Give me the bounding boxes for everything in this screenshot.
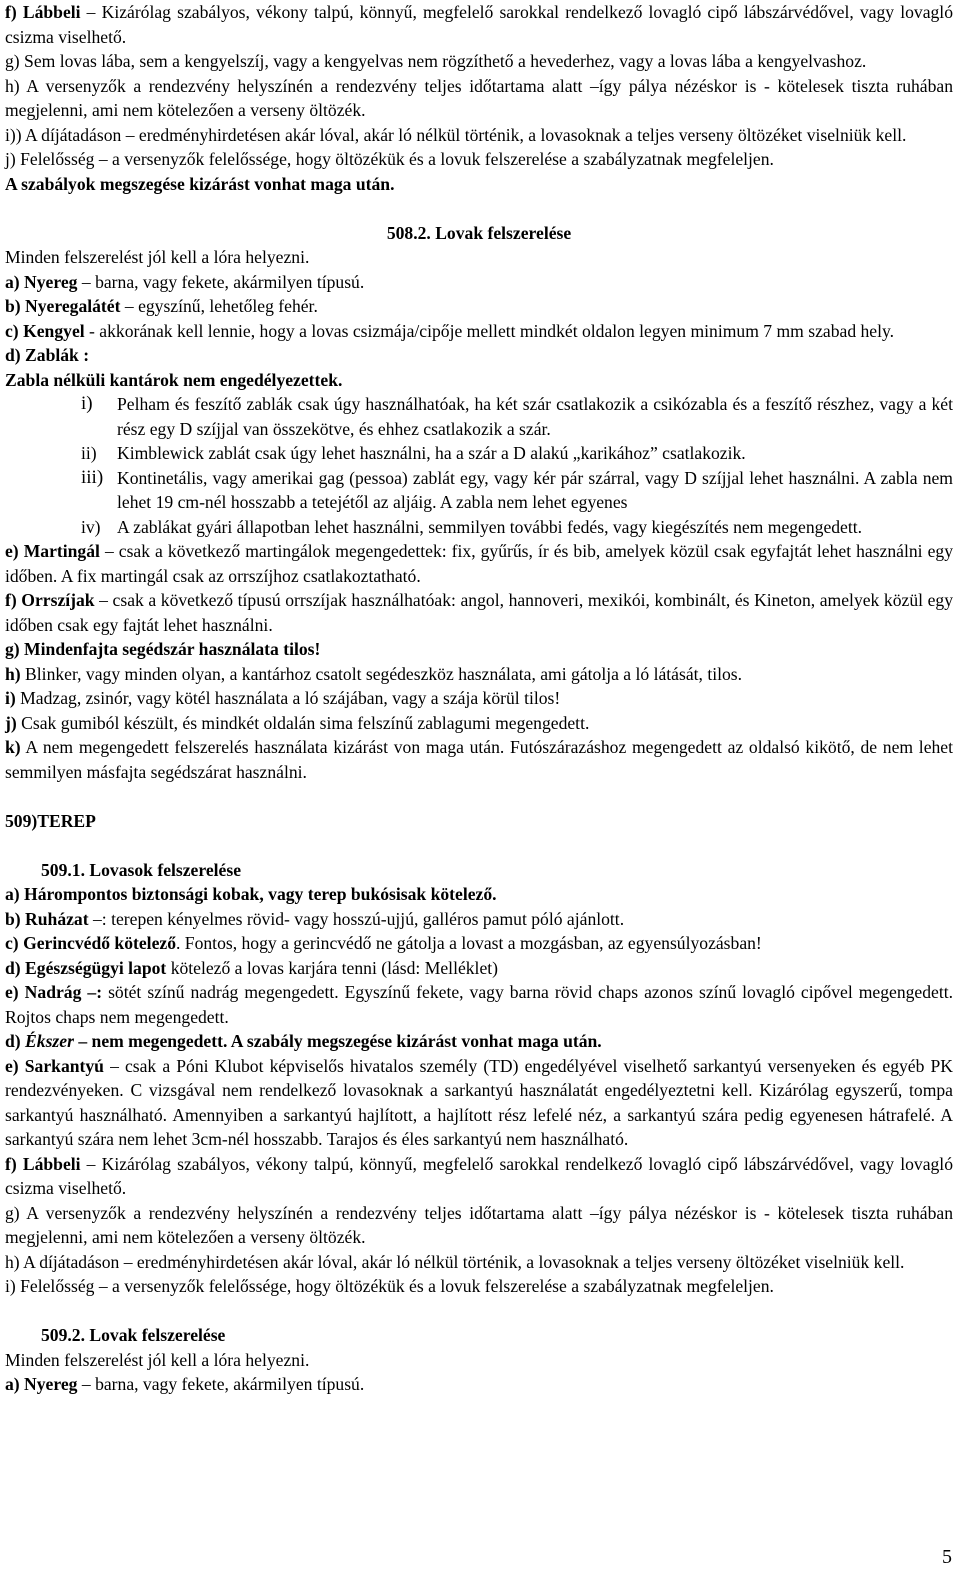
item-e-trousers <box>5 980 953 1029</box>
document-page <box>5 0 953 1397</box>
text: – barna, vagy fekete, akármilyen típusú. <box>77 1374 365 1394</box>
item-c <box>5 319 953 344</box>
intro-text: Minden felszerelést jól kell a lóra helyezni. <box>5 247 310 267</box>
section-heading-508-2: 508.2. Lovak felszerelése <box>386 222 572 243</box>
subsection-heading-509-1: 509.1. Lovasok felszerelése <box>41 859 242 880</box>
section-heading-509: 509)TEREP <box>5 810 96 831</box>
item-a-saddle <box>5 1372 953 1397</box>
label: d) <box>5 1031 26 1051</box>
text: – Kizárólag szabályos, vékony talpú, könnyű, megfelelő sarokkal rendelkező lovagló cipő lábszárvédővel, vagy lovagló csizma viselhető. <box>5 2 953 47</box>
label: d) Egészségügyi lapot <box>5 957 167 978</box>
label: c) Gerincvédő kötelező <box>5 933 176 953</box>
sub-item-ii <box>5 441 953 466</box>
item-b-clothing <box>5 907 953 932</box>
text: – Kizárólag szabályos, vékony talpú, könnyű, megfelelő sarokkal rendelkező lovagló cipő lábszárvédővel, vagy lovagló csizma viselhető. <box>5 1153 953 1198</box>
item-f <box>5 588 953 637</box>
item-i-responsibility: i) Felelősség – a versenyzők felelőssége, hogy öltözékük és a lovuk felszerelése a szabályzatnak megfeleljen. <box>5 1276 774 1296</box>
text: Blinker, vagy minden olyan, a kantárhoz csatolt segédeszköz használata, ami gátolja a ló látását, tilos. <box>20 663 743 684</box>
text: - akkorának kell lennie, hogy a lovas csizmája/cipője mellett mindkét oldalon legyen minimum 7 mm szabad hely. <box>84 320 895 341</box>
label: e) Nadrág –: <box>5 982 103 1002</box>
label: h) <box>5 663 21 684</box>
italic-text: Ékszer <box>25 1031 74 1051</box>
sub-item-number: iv) <box>81 516 101 537</box>
para-f-footwear <box>5 0 953 49</box>
warning-text: A szabályok megszegése kizárást vonhat maga után. <box>5 173 395 194</box>
label: f) Orrszíjak <box>5 590 95 610</box>
item-j <box>5 711 953 736</box>
item-h <box>5 662 953 687</box>
item-d-medical-card <box>5 956 953 981</box>
label: j) <box>5 712 17 733</box>
text: Madzag, zsinór, vagy kötél használata a ló szájában, vagy a szája körül tilos! <box>15 688 561 708</box>
item-g: g) Mindenfajta segédszár használata tilos! <box>5 639 321 659</box>
item-g-attire: g) A versenyzők a rendezvény helyszínén a rendezvény teljes időtartama alatt –így pálya nézéskor is - kötelesek tiszta ruhában megjelenni, ami nem kötelezően a verseny öltözék. <box>5 1202 953 1247</box>
text: – nem megengedett. A szabály megszegése kizárást vonhat maga után. <box>73 1031 602 1051</box>
intro-text: Minden felszerelést jól kell a lóra helyezni. <box>5 1349 310 1370</box>
text: –: terepen kényelmes rövid- vagy hosszú-ujjú, galléros pamut póló ajánlott. <box>88 908 625 929</box>
label: f) Lábbeli <box>5 1153 81 1174</box>
sub-item-text: Pelham és feszítő zablák csak úgy használhatóak, ha két szár csatlakozik a csikózabla és a feszítő részhez, vagy a két rész egy D szíjjal van összekötve, és ehhez csatlakozik a szár. <box>117 394 953 439</box>
text: kötelező a lovas karjára tenni (lásd: Melléklet) <box>166 957 499 978</box>
text: – csak a következő martingálok megengedettek: fix, gyűrűs, ír és bib, amelyek közül csak egyfajtát lehet használni egy időben. A fix martingál csak az orrszíjhoz csatlakoztatható. <box>5 541 953 586</box>
label: b) Nyeregalátét <box>5 296 121 316</box>
page-number: 5 <box>942 1546 952 1568</box>
text: sötét színű nadrág megengedett. Egyszínű fekete, vagy barna rövid chaps azonos színű lovagló cipővel megengedett. Rojtos chaps nem megengedett. <box>5 982 954 1027</box>
label: b) Ruházat <box>5 908 89 929</box>
subsection-heading-509-2: 509.2. Lovak felszerelése <box>41 1325 226 1345</box>
label: e) Martingál <box>5 541 100 561</box>
text: – csak a Póni Klubot képviselős hivatalos személy (TD) engedélyével viselhető sarkantyú versenyeken és egyéb PK rendezvényeken. C vizsgával nem rendelkező lovasoknak a sarkantyú használatát engedélyeztetni kell. Kizárólag egyszerű, tompa sarkantyú használható. Amennyiben a sarkantyú hajlított, a hajlított rész lefelé néz, a sarkantyú szára pedig egyenesen hátrafelé. A sarkantyú szára nem lehet 3cm-nél hosszabb. Tarajos és éles sarkantyú nem használható. <box>5 1055 953 1149</box>
item-i <box>5 686 953 711</box>
item-a <box>5 270 953 295</box>
item-k <box>5 735 953 784</box>
label: a) Nyereg <box>5 1374 78 1394</box>
item-d-subtitle: Zabla nélküli kantárok nem engedélyezettek. <box>5 369 343 390</box>
sub-item-text: Kimblewick zablát csak úgy lehet használni, ha a szár a D alakú „karikához” csatlakozik. <box>117 443 746 463</box>
text: – egyszínű, lehetőleg fehér. <box>120 296 318 316</box>
sub-item-i <box>5 392 953 441</box>
text: – barna, vagy fekete, akármilyen típusú. <box>77 271 365 292</box>
item-a-helmet: a) Hárompontos biztonsági kobak, vagy terep bukósisak kötelező. <box>5 884 497 904</box>
item-d-jewelry <box>5 1029 953 1054</box>
sub-item-text: A zablákat gyári állapotban lehet használni, semmilyen további fedés, vagy kiegészítés nem megengedett. <box>117 516 863 537</box>
para-g: g) Sem lovas lába, sem a kengyelszíj, vagy a kengyelvas nem rögzíthető a hevederhez, vagy a lovas lába a kengyelvashoz. <box>5 51 867 71</box>
text: A nem megengedett felszerelés használata kizárást von maga után. Futószárazáshoz megengedett az oldalsó kikötő, de nem lehet semmilyen másfajta segédszárat használni. <box>5 737 953 782</box>
para-h: h) A versenyzők a rendezvény helyszínén a rendezvény teljes időtartama alatt –így pálya nézéskor is - kötelesek tiszta ruhában megjelenni, ami nem kötelezően a verseny öltözék. <box>5 75 953 120</box>
label: c) Kengyel <box>5 320 85 341</box>
item-e <box>5 539 953 588</box>
item-f-footwear <box>5 1152 953 1201</box>
item-d-label: d) Zablák : <box>5 345 90 365</box>
sub-item-iii <box>5 466 953 515</box>
para-i: i)) A díjátadáson – eredményhirdetésen akár lóval, akár ló nélkül történik, a lovasoknak a teljes verseny öltözéket viselniük kell. <box>5 124 907 145</box>
sub-item-iv <box>5 515 953 540</box>
sub-item-number: i) <box>81 393 93 414</box>
sub-item-number: ii) <box>81 443 97 463</box>
label: k) <box>5 737 21 757</box>
sub-item-text: Kontinetális, vagy amerikai gag (pessoa) zablát egy, vagy kér pár szárral, vagy D szíjjal lehet használni. A zabla nem lehet 19 cm-nél hosszabb a tetejétől az aljáig. A zabla nem lehet egyenes <box>117 467 953 512</box>
text: . Fontos, hogy a gerincvédő ne gátolja a lovast a mozgásban, az egyensúlyozásban! <box>176 933 762 953</box>
para-j: j) Felelősség – a versenyzők felelőssége, hogy öltözékük és a lovuk felszerelése a szabályzatnak megfeleljen. <box>5 149 774 169</box>
text: Csak gumiból készült, és mindkét oldalán sima felszínű zablagumi megengedett. <box>16 712 590 733</box>
item-c-back-protector <box>5 931 953 956</box>
item-e-spurs <box>5 1054 953 1152</box>
label: e) Sarkantyú <box>5 1055 104 1076</box>
label: a) Nyereg <box>5 271 78 292</box>
label: f) Lábbeli <box>5 2 81 22</box>
sub-item-number: iii) <box>81 466 104 488</box>
item-b <box>5 294 953 319</box>
label: i) <box>5 688 16 708</box>
text: – csak a következő típusú orrszíjak használhatóak: angol, hannoveri, mexikói, kombinált, és Kineton, amelyek közül egy időben csak egy fajtát lehet használni. <box>5 590 953 635</box>
item-h-ceremony: h) A díjátadáson – eredményhirdetésen akár lóval, akár ló nélkül történik, a lovasoknak a teljes verseny öltözéket viselniük kell. <box>5 1251 905 1272</box>
